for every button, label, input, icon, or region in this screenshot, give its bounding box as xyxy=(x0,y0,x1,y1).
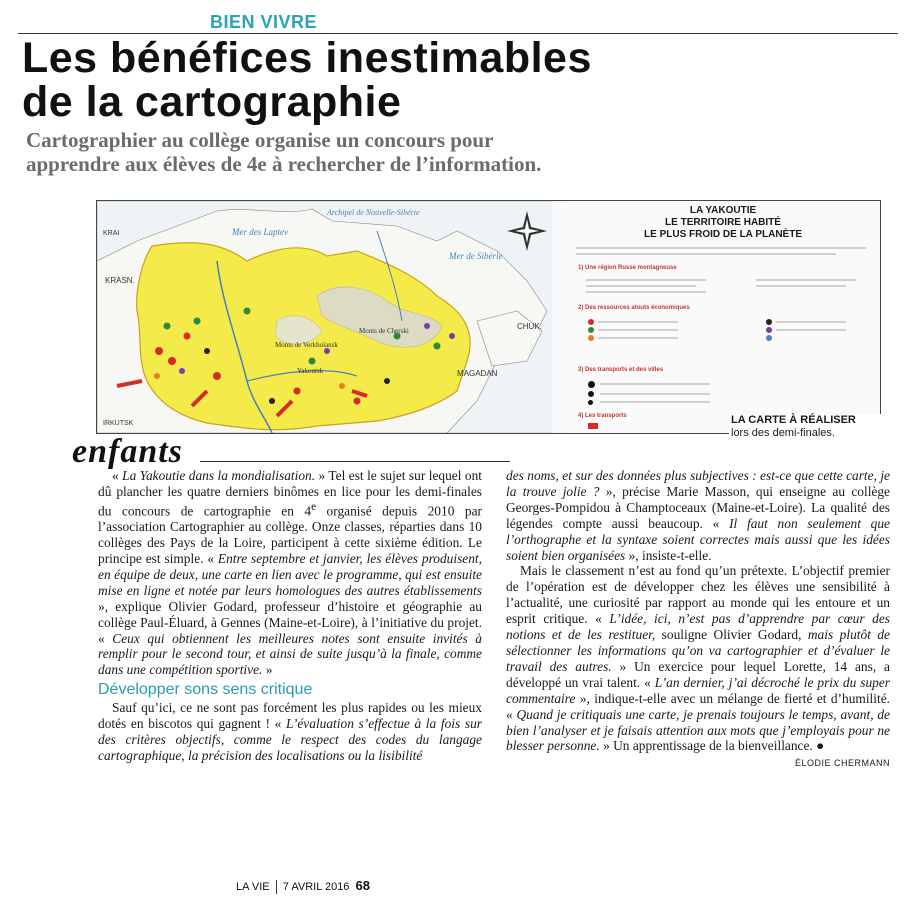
title-line-1: Les bénéfices inestimables xyxy=(22,34,592,82)
footer-date: 7 AVRIL 2016 xyxy=(282,881,350,893)
legend-title-1: LA YAKOUTIE xyxy=(689,205,757,216)
section-title: enfants xyxy=(72,433,183,470)
map-label-kray: KRAI xyxy=(103,230,120,237)
legend-section-4: 4) Les transports xyxy=(578,413,627,419)
article-column-1 xyxy=(98,468,482,764)
map-label-arctique: Archipel de Nouvelle-Sibérie xyxy=(327,208,420,217)
legend-title-2: LE TERRITOIRE HABITÉ xyxy=(665,217,781,228)
yakoutie-map xyxy=(96,200,568,434)
deck-line-2: apprendre aux élèves de 4e à rechercher de l’information. xyxy=(26,152,542,176)
map-label-siberie: Mer de Sibérie xyxy=(449,251,503,261)
author-signature: ÉLODIE CHERMANN xyxy=(794,758,890,769)
page-footer xyxy=(236,878,370,894)
deck-line-1: Cartographier au collège organise un concours pour xyxy=(26,128,494,152)
article-column-2 xyxy=(506,468,890,772)
map-label-irkutsk: IRKUTSK xyxy=(103,420,134,427)
legend-title-3: LE PLUS FROID DE LA PLANÈTE xyxy=(644,229,802,240)
map-drawing xyxy=(97,201,567,433)
page-title xyxy=(22,36,902,124)
article-subhead: Développer sons sens critique xyxy=(98,681,313,699)
paragraph: « La Yakoutie dans la mondialisation. » Tel est le sujet sur lequel ont dû plancher les quatre derniers binômes en lice pour les demi-finales du concours de cartographie en 4e organisé depuis 2010 par l’association Cartographier au collège. Onze classes, réparties dans 10 collèges des Pays de la Loire, participent à cette sixième édition. Le principe est simple. « Entre septembre et janvier, les élèves produisent, en équipe de deux, une carte en lien avec le programme, qui est ensuite mise en ligne et notée par leurs homologues des autres établissements », explique Olivier Godard, professeur d’histoire et géographie au collège Paul-Éluard, à Gennes (Maine-et-Loire), à l’initiative du projet. « Ceux qui obtiennent les meilleures notes sont ensuite invités à remplir pour le second tour, et ainsi de suite jusqu’à la finale, comme dans une compétition sportive. » xyxy=(98,468,483,678)
caption-title: LA CARTE À RÉALISER xyxy=(731,414,856,426)
paragraph: Sauf qu’ici, ce ne sont pas forcément les plus rapides ou les mieux dotés en biscotos qui gagnent ! « L’évaluation s’effectue à la fois sur des critères objectifs, comme le respect des codes du langage cartographique, la précision des localisations ou la lisibilité xyxy=(98,700,482,763)
caption-sub: lors des demi-finales. xyxy=(731,427,835,439)
deck xyxy=(26,128,906,176)
map-label-magadan: MAGADAN xyxy=(457,369,498,378)
map-label-krasn: KRASN. xyxy=(105,276,135,285)
map-label-verkhoiansk: Monts de Verkhoïansk xyxy=(275,341,338,349)
map-label-yakoutsk: Yakoutsk xyxy=(297,367,324,375)
legend-section-1: 1) Une région Russe montagneuse xyxy=(578,265,677,271)
footer-magazine: LA VIE xyxy=(236,881,270,893)
paragraph: des noms, et sur des données plus subjectives : est-ce que cette carte, je la trouve jolie ? », précise Marie Masson, qui enseigne au collège Georges-Pompidou à Champtoceaux (Maine-et-Loire). La qualité des légendes compte aussi beaucoup. « Il faut non seulement que l’orthographe et la syntaxe soient correctes mais aussi que les idées soient bien organisées », insiste-t-elle. xyxy=(506,468,891,563)
section-rule xyxy=(200,461,510,462)
map-caption xyxy=(729,414,891,442)
map-label-laptev: Mer des Laptev xyxy=(232,227,288,237)
legend-section-2: 2) Des ressources atouts économiques xyxy=(578,305,690,311)
page-number: 68 xyxy=(355,878,370,893)
legend-section-3: 3) Des transports et des villes xyxy=(578,367,664,373)
paragraph: Mais le classement n’est au fond qu’un prétexte. L’objectif premier de l’opération est de développer chez les élèves une sensibilité à l’actualité, une curiosité par rapport au monde qui les entoure et un esprit critique. « L’idée, ici, n’est pas d’apprendre par cœur des notions et de les restituer, souligne Olivier Godard, mais plutôt de sélectionner les informations qu’on va cartographier et d’évaluer le travail des autres. » Un exercice pour lequel Lorette, 14 ans, a développé un vrai talent. « L’an dernier, j’ai décroché le prix du super commentaire », indique-t-elle avec un mélange de fierté et d’humilité. « Quand je critiquais une carte, je prenais toujours le temps, avant, de bien l’analyser et je faisais attention aux mots que j’employais pour ne blesser personne. » Un apprentissage de la bienveillance. ● xyxy=(506,563,891,754)
map-label-chuk: CHUK. xyxy=(517,322,542,331)
map-legend xyxy=(566,200,881,434)
rubric: BIEN VIVRE xyxy=(210,12,318,32)
title-line-2: de la cartographie xyxy=(22,78,402,126)
map-label-cherski: Monts de Cherski xyxy=(359,327,409,335)
